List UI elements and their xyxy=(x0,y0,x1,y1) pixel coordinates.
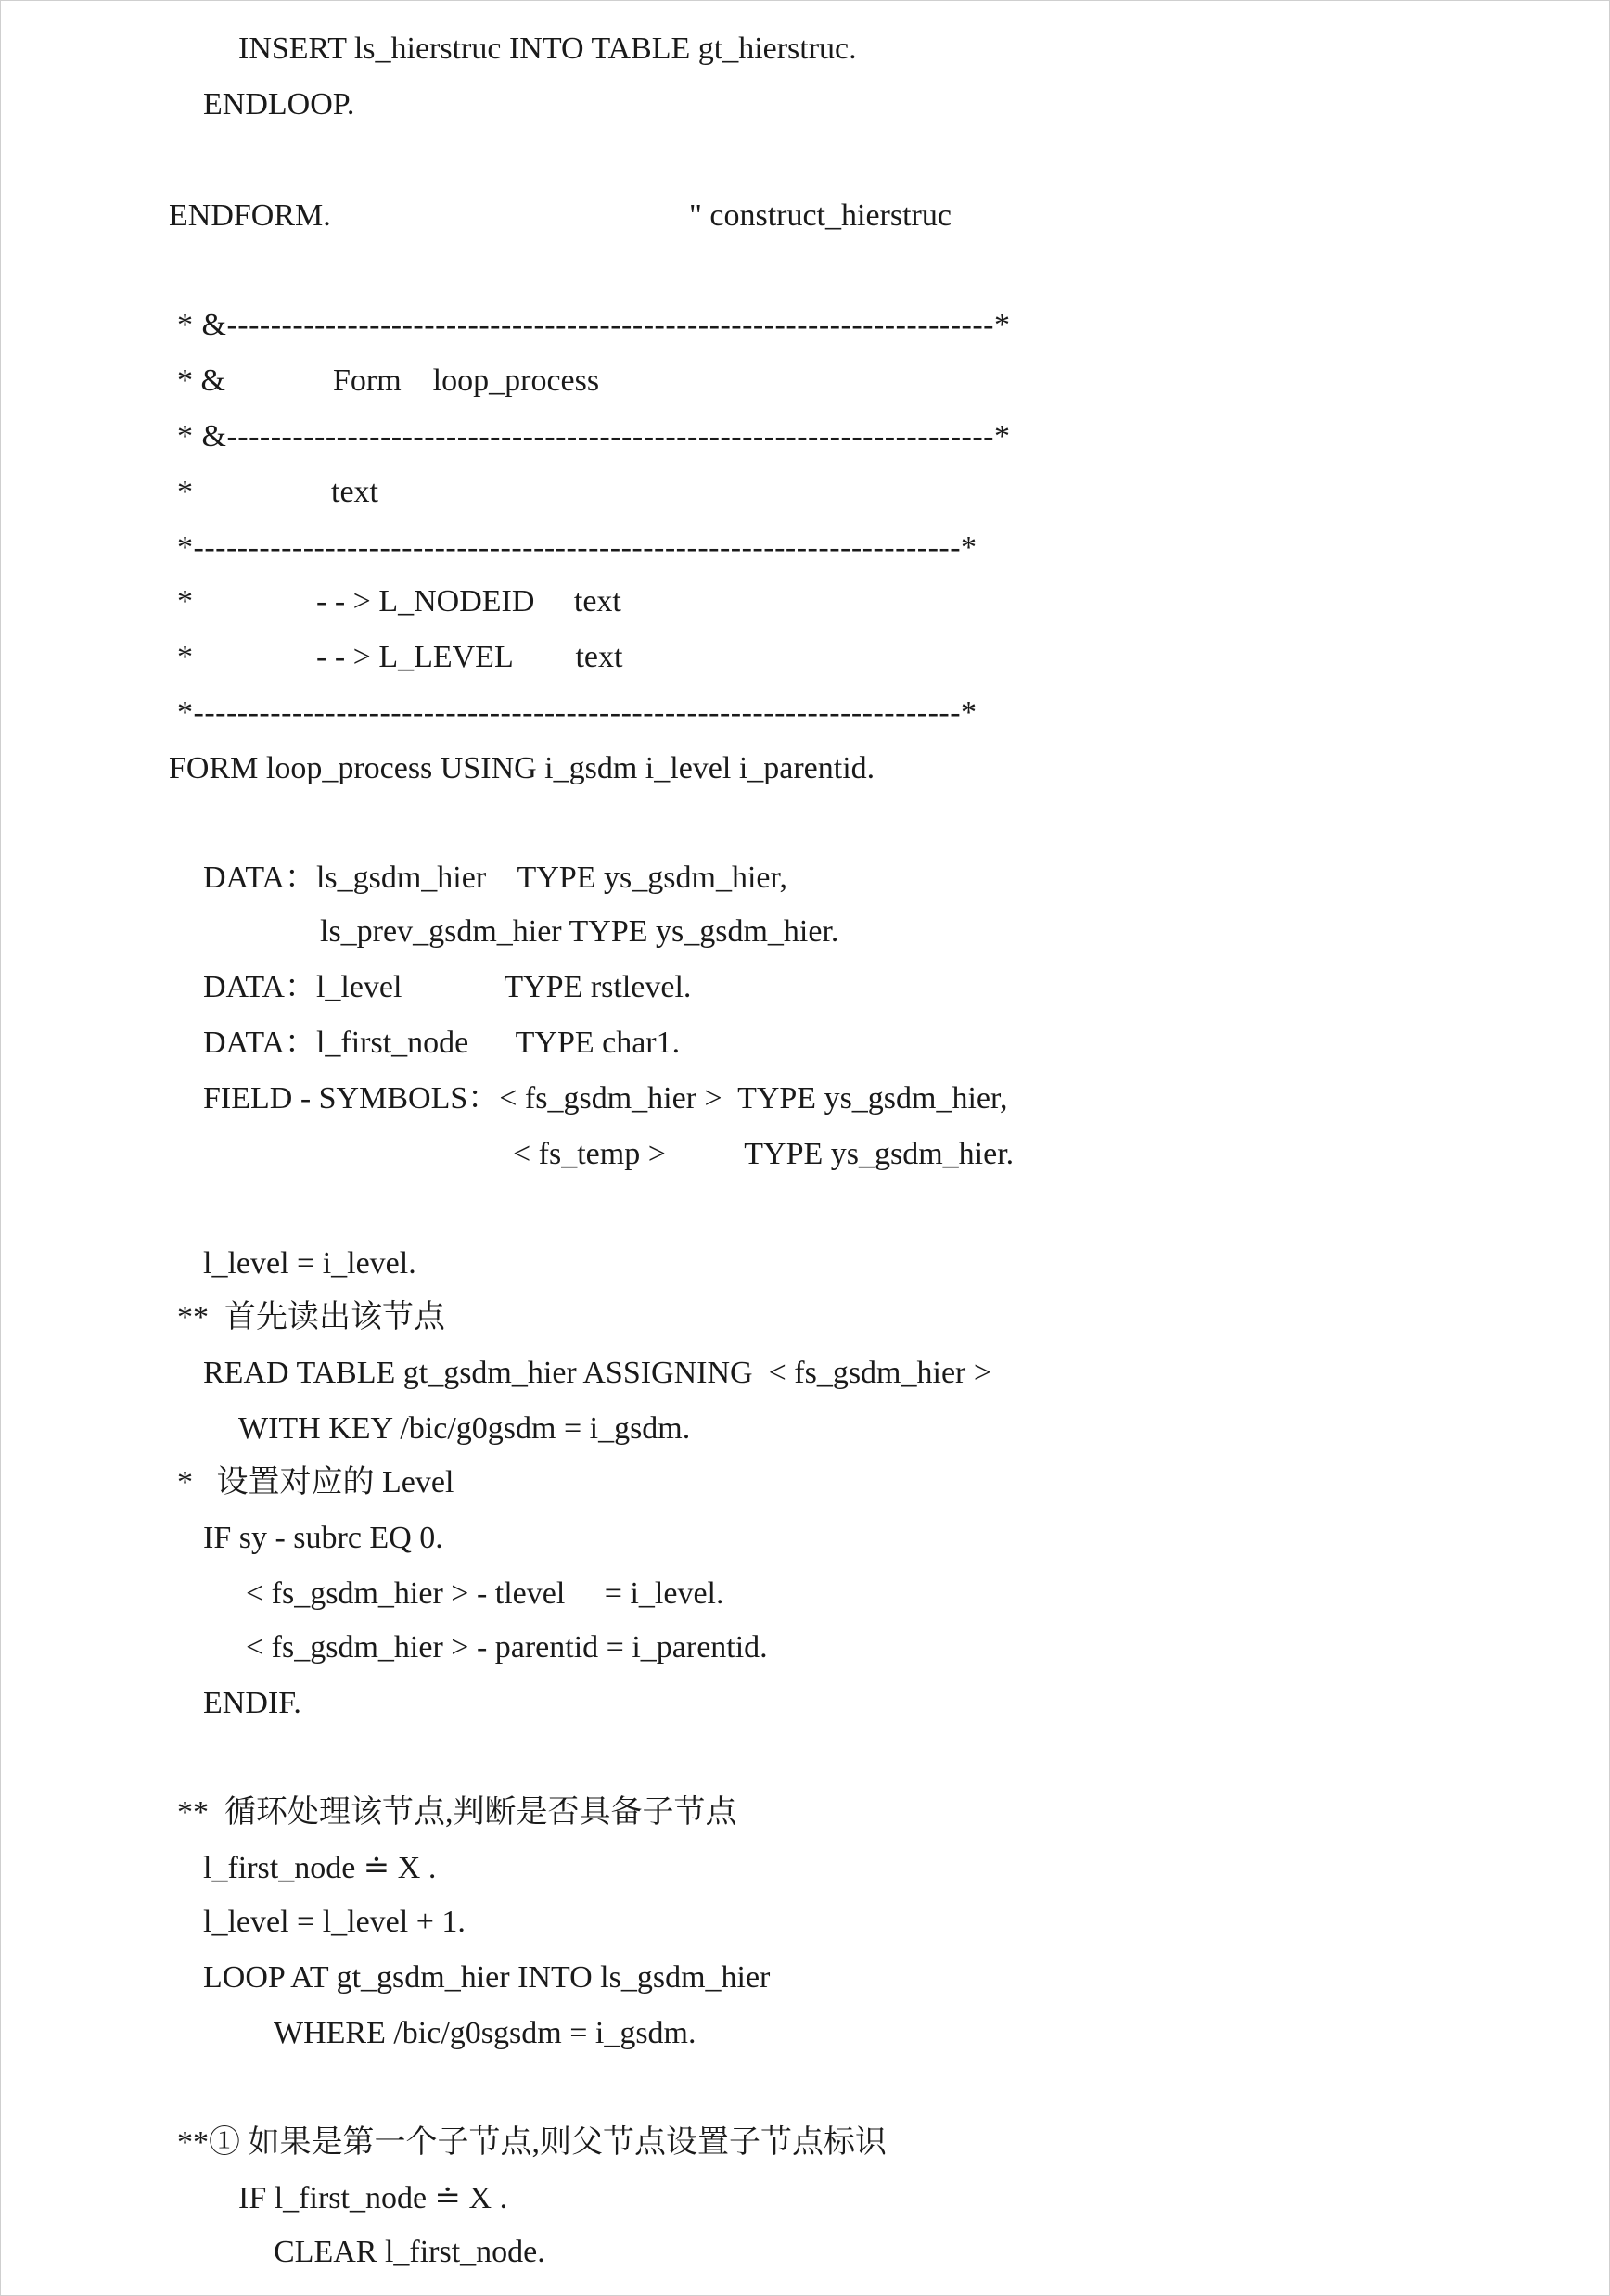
code-line: FIELD - SYMBOLS：< fs_gsdm_hier > TYPE ys_gsdm_hier, xyxy=(203,1081,1008,1116)
comment-parameter: - - > L_LEVEL text xyxy=(316,640,623,674)
code-comment: **① 如果是第一个子节点,则父节点设置子节点标识 xyxy=(177,2125,887,2160)
comment-marker: * xyxy=(177,584,193,619)
code-line: ENDFORM. xyxy=(169,198,331,233)
form-comment-title: Form loop_process xyxy=(333,364,600,398)
code-line: DATA：ls_gsdm_hier TYPE ys_gsdm_hier, xyxy=(203,861,787,895)
comment-marker: * xyxy=(177,475,193,509)
code-line: CLEAR l_first_node. xyxy=(274,2235,545,2269)
code-comment: ** 首先读出该节点 xyxy=(177,1300,445,1334)
code-line: ENDLOOP. xyxy=(203,87,355,121)
code-line: FORM loop_process USING i_gsdm i_level i_parentid. xyxy=(169,751,875,785)
code-line: < fs_temp > TYPE ys_gsdm_hier. xyxy=(513,1137,1015,1171)
comment-marker: * & xyxy=(177,364,225,398)
code-line: INSERT ls_hierstruc INTO TABLE gt_hierstruc. xyxy=(238,32,857,66)
code-line: ls_prev_gsdm_hier TYPE ys_gsdm_hier. xyxy=(320,914,839,949)
code-comment: * 设置对应的 Level xyxy=(177,1465,454,1499)
code-line: ENDIF. xyxy=(203,1686,301,1720)
code-line: < fs_gsdm_hier > - parentid = i_parentid. xyxy=(246,1630,768,1665)
code-line: l_first_node ≐ X . xyxy=(203,1851,437,1885)
code-line: LOOP AT gt_gsdm_hier INTO ls_gsdm_hier xyxy=(203,1960,771,1995)
comment-divider: *----------------------------------------------------------------------* xyxy=(177,695,978,730)
code-line: IF sy - subrc EQ 0. xyxy=(203,1521,443,1555)
code-comment: ** 循环处理该节点,判断是否具备子节点 xyxy=(177,1795,737,1830)
code-comment: " construct_hierstruc xyxy=(689,198,952,233)
comment-marker: * xyxy=(177,640,193,674)
code-line: WHERE /bic/g0sgsdm = i_gsdm. xyxy=(274,2016,696,2050)
code-line: READ TABLE gt_gsdm_hier ASSIGNING < fs_gsdm_hier > xyxy=(203,1356,992,1390)
code-line: < fs_gsdm_hier > - tlevel = i_level. xyxy=(246,1576,724,1611)
code-line: l_level = l_level + 1. xyxy=(203,1905,466,1939)
code-line: DATA：l_first_node TYPE char1. xyxy=(203,1026,681,1060)
code-line: IF l_first_node ≐ X . xyxy=(238,2181,508,2215)
comment-divider: * &----------------------------------------------------------------------* xyxy=(177,308,1011,342)
code-line: l_level = i_level. xyxy=(203,1246,416,1281)
comment-parameter: - - > L_NODEID text xyxy=(316,584,621,619)
comment-text: text xyxy=(331,475,378,509)
code-line: DATA：l_level TYPE rstlevel. xyxy=(203,970,692,1004)
code-line: WITH KEY /bic/g0gsdm = i_gsdm. xyxy=(238,1411,691,1446)
comment-divider: *----------------------------------------------------------------------* xyxy=(177,530,978,565)
comment-divider: * &----------------------------------------------------------------------* xyxy=(177,419,1011,453)
